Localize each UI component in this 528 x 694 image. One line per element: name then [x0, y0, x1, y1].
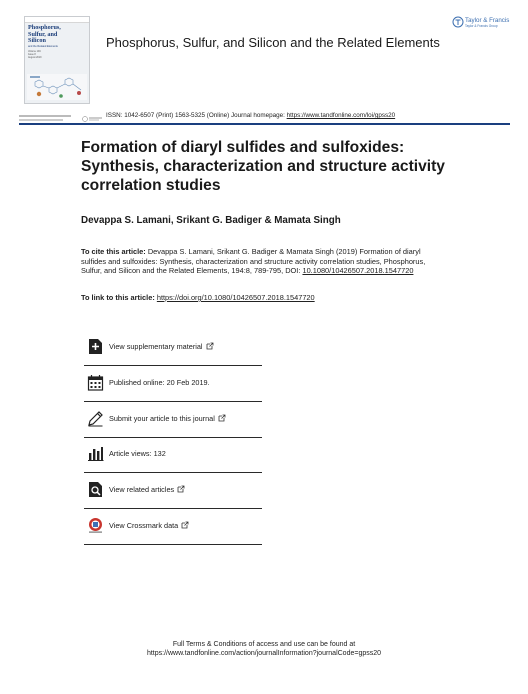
citation-doi-link[interactable]: 10.1080/10426507.2018.1547720	[302, 266, 414, 276]
terms-url[interactable]: https://www.tandfonline.com/action/journalInformation?journalCode=gpss20	[146, 650, 382, 658]
cover-volume-line: August 2019	[28, 55, 42, 59]
search-document-icon	[87, 481, 104, 498]
header-divider	[19, 123, 510, 125]
logo-subtext: Taylor & Francis Group	[465, 24, 498, 28]
article-authors: Devappa S. Lamani, Srikant G. Badiger & Mamata Singh	[81, 215, 341, 226]
cover-volume-line: Volume 194	[28, 49, 41, 53]
pencil-icon	[87, 410, 104, 427]
crossmark-row[interactable]	[84, 509, 262, 545]
row-label[interactable]: View Crossmark data	[109, 521, 179, 530]
plus-document-icon	[87, 338, 104, 355]
cover-title-line: Sulfur, and	[28, 30, 58, 38]
cover-title-line: Silicon	[28, 37, 46, 45]
supplementary-material-row[interactable]	[84, 330, 262, 366]
article-link-label: To link to this article:	[81, 293, 155, 302]
small-publisher-logo	[82, 115, 104, 123]
cover-title-line: Phosphorus,	[28, 24, 61, 31]
row-label[interactable]: View related articles	[109, 485, 175, 494]
row-label: Article views: 132	[109, 449, 166, 458]
published-online-row	[84, 366, 262, 402]
crossmark-icon	[87, 517, 104, 534]
terms-line: Full Terms & Conditions of access and use can be found at	[172, 641, 356, 648]
article-link-line	[81, 293, 315, 302]
cover-volume-line: Issue 8	[28, 52, 36, 56]
terms-footer	[0, 640, 528, 659]
bar-chart-icon	[87, 445, 104, 462]
article-doi-url[interactable]: https://doi.org/10.1080/10426507.2018.1547720	[156, 293, 315, 302]
journal-cover-image	[24, 16, 90, 104]
cover-subtitle: and the Related Elements	[28, 44, 58, 48]
citation-label: To cite this article:	[81, 247, 146, 256]
row-label[interactable]: View supplementary material	[109, 342, 203, 351]
taylor-francis-logo[interactable]	[452, 14, 512, 36]
journal-homepage-link[interactable]: https://www.tandfonline.com/loi/gpss20	[286, 112, 396, 119]
external-link-icon	[181, 521, 189, 529]
issn-text: ISSN: 1042-6507 (Print) 1563-5325 (Online) Journal homepage:	[106, 112, 287, 119]
issn-line	[106, 112, 395, 119]
logo-text: Taylor & Francis	[465, 17, 510, 24]
article-title: Formation of diaryl sulfides and sulfoxides: Synthesis, characterization and structure activity correlation studies	[81, 139, 445, 194]
row-label[interactable]: Submit your article to this journal	[109, 414, 215, 423]
journal-title[interactable]: Phosphorus, Sulfur, and Silicon and the Related Elements	[106, 35, 440, 50]
submit-article-row[interactable]	[84, 402, 262, 438]
citation-text: Devappa S. Lamani, Srikant G. Badiger & Mamata Singh (2019) Formation of diaryl sulfides and sulfoxides: Synthesis, characterization and structure activity correlation studies, Phosphorus, Sulfur, and Silicon and the Related Elements, 194:8, 789-795, DOI:	[81, 247, 426, 276]
external-link-icon	[206, 342, 214, 350]
external-link-icon	[218, 414, 226, 422]
cover-molecule-illustration	[27, 74, 87, 100]
external-link-icon	[177, 485, 185, 493]
row-label: Published online: 20 Feb 2019.	[109, 378, 210, 387]
citation-block	[81, 247, 441, 276]
calendar-icon	[87, 374, 104, 391]
related-articles-row[interactable]	[84, 473, 262, 509]
article-views-row	[84, 437, 262, 473]
